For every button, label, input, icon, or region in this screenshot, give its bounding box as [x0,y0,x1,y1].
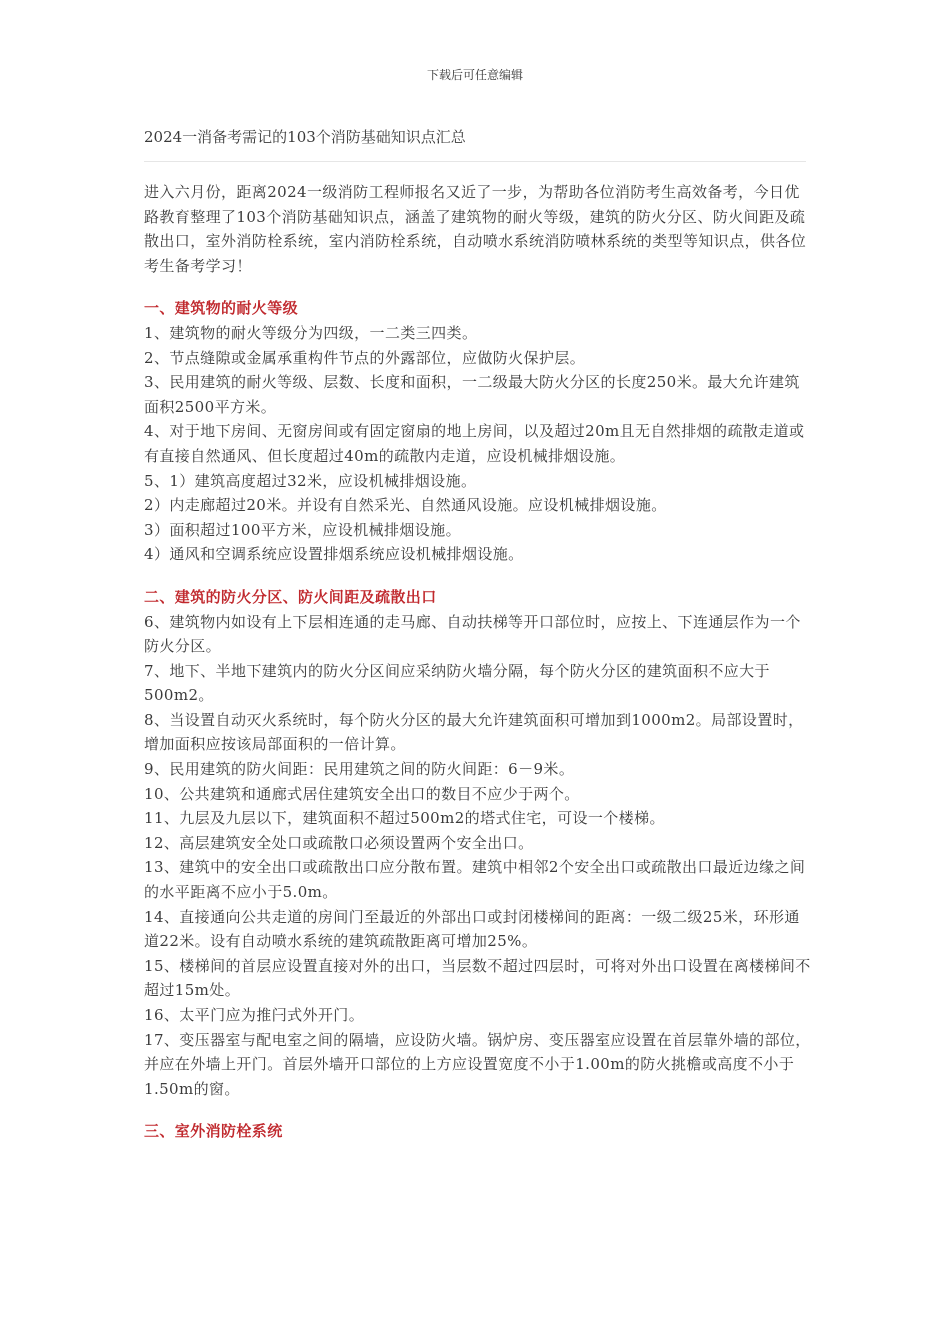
section-fire-rating [144,296,814,567]
list-item: 2、节点缝隙或金属承重构件节点的外露部位，应做防火保护层。 [144,348,586,367]
list-item: 17、变压器室与配电室之间的隔墙，应设防火墙。锅炉房、变压器室应设置在首层靠外墙的部位，并应在外墙上开门。首层外墙开口部位的上方应设置宽度不小于1.00m的防火挑檐或高度不小于1.50m的窗。 [144,1030,811,1098]
list-item: 9、民用建筑的防火间距：民用建筑之间的防火间距：6－9米。 [144,760,575,779]
list-item: 13、建筑中的安全出口或疏散出口应分散布置。建筑中相邻2个安全出口或疏散出口最近边缘之间的水平距离不应小于5.0m。 [144,858,806,902]
list-item: 4）通风和空调系统应设置排烟系统应设机械排烟设施。 [144,545,524,564]
watermark-text: 下载后可任意编辑 [426,68,523,82]
list-item: 8、当设置自动灭火系统时，每个防火分区的最大允许建筑面积可增加到1000m2。局部设置时，增加面积应按该局部面积的一倍计算。 [144,710,804,754]
section-heading: 一、建筑物的耐火等级 [144,299,299,318]
list-item: 11、九层及九层以下，建筑面积不超过500m2的塔式住宅，可设一个楼梯。 [144,809,665,828]
document-title: 2024一消备考需记的103个消防基础知识点汇总 [144,128,466,146]
section-heading: 三、室外消防栓系统 [144,1122,283,1141]
section-fire-compartment [144,585,814,1101]
title-divider [144,161,806,162]
article-body [144,180,814,1144]
list-item: 1、建筑物的耐火等级分为四级，一二类三四类。 [144,323,478,342]
list-item: 7、地下、半地下建筑内的防火分区间应采纳防火墙分隔，每个防火分区的建筑面积不应大于500m2。 [144,661,770,705]
list-item: 3、民用建筑的耐火等级、层数、长度和面积，一二级最大防火分区的长度250米。最大允许建筑面积2500平方米。 [144,373,800,416]
list-item: 3）面积超过100平方米，应设机械排烟设施。 [144,520,461,539]
list-item: 16、太平门应为推闩式外开门。 [144,1006,365,1024]
list-item: 14、直接通向公共走道的房间门至最近的外部出口或封闭楼梯间的距离：一级二级25米，环形通道22米。设有自动喷水系统的建筑疏散距离可增加25%。 [144,907,800,951]
list-item: 6、建筑物内如设有上下层相连通的走马廊、自动扶梯等开口部位时，应按上、下连通层作为一个防火分区。 [144,612,801,656]
list-item: 15、楼梯间的首层应设置直接对外的出口，当层数不超过四层时，可将对外出口设置在离楼梯间不超过15m处。 [144,956,811,1000]
list-item: 10、公共建筑和通廊式居住建筑安全出口的数目不应少于两个。 [144,784,580,803]
intro-paragraph: 进入六月份，距离2024一级消防工程师报名又近了一步，为帮助各位消防考生高效备考，今日优路教育整理了103个消防基础知识点，涵盖了建筑物的耐火等级，建筑的防火分区、防火间距及疏散出口，室外消防栓系统，室内消防栓系统，自动喷水系统消防喷林系统的类型等知识点，供各位考生备考学习！ [144,183,807,275]
list-item: 5、1）建筑高度超过32米，应设机械排烟设施。 [144,471,477,490]
list-item: 4、对于地下房间、无窗房间或有固定窗扇的地上房间，以及超过20m且无自然排烟的疏散走道或有直接自然通风、但长度超过40m的疏散内走道，应设机械排烟设施。 [144,422,805,465]
section-heading: 二、建筑的防火分区、防火间距及疏散出口 [144,587,437,606]
list-item: 2）内走廊超过20米。并设有自然采光、自然通风设施。应设机械排烟设施。 [144,496,667,515]
list-item: 12、高层建筑安全处口或疏散口必须设置两个安全出口。 [144,833,534,852]
section-outdoor-hydrant [144,1119,814,1144]
